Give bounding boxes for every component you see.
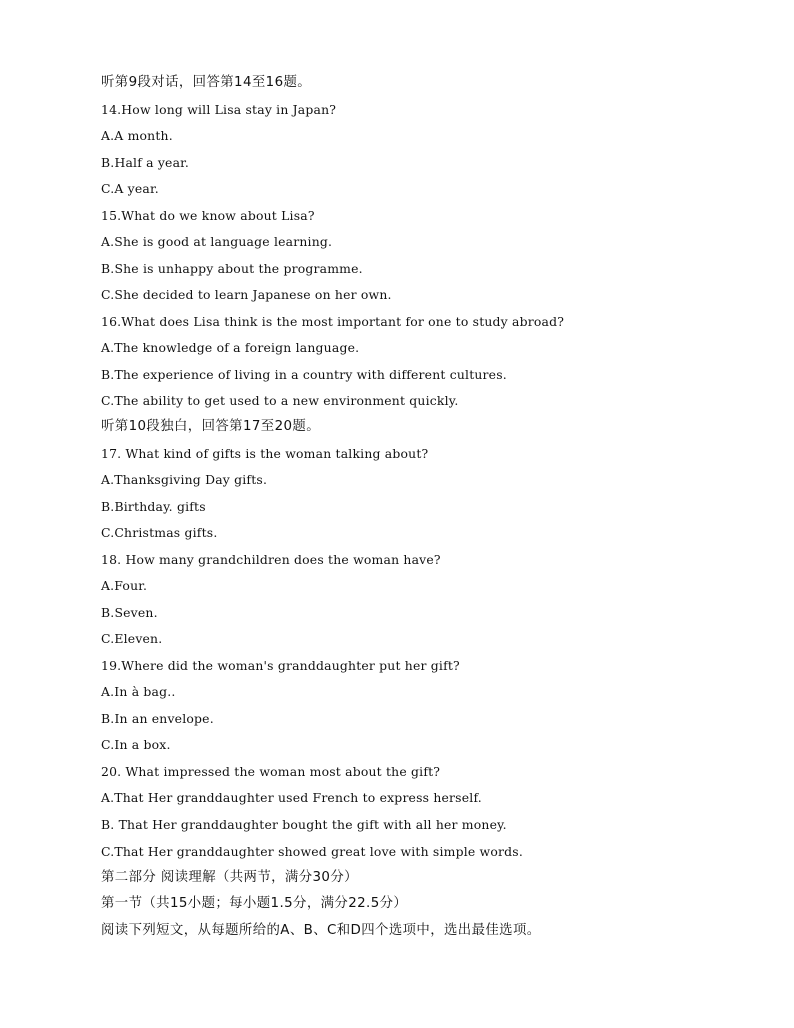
question-16: 16.What does Lisa think is the most important for one to study abroad? — [101, 314, 565, 329]
option-15c: C.She decided to learn Japanese on her own. — [101, 287, 392, 302]
option-17a: A.Thanksgiving Day gifts. — [101, 472, 268, 487]
question-17: 17. What kind of gifts is the woman talking about? — [101, 446, 429, 461]
part-two-heading: 第二部分 阅读理解（共两节，满分30分） — [101, 870, 358, 885]
section-one-heading: 第一节（共15小题；每小题1.5分，满分22.5分） — [101, 896, 408, 911]
question-14: 14.How long will Lisa stay in Japan? — [101, 102, 337, 117]
option-19a: A.In à bag.. — [101, 684, 176, 699]
option-19c: C.In a box. — [101, 737, 171, 752]
section-heading-monologue-10: 听第10段独白，回答第17至20题。 — [101, 419, 321, 434]
option-18c: C.Eleven. — [101, 631, 163, 646]
option-17b: B.Birthday. gifts — [101, 499, 206, 514]
reading-instructions: 阅读下列短文，从每题所给的A、B、C和D四个选项中，选出最佳选项。 — [101, 923, 541, 938]
option-20b: B. That Her granddaughter bought the gift with all her money. — [101, 817, 507, 832]
question-15: 15.What do we know about Lisa? — [101, 208, 315, 223]
question-19: 19.Where did the woman's granddaughter put her gift? — [101, 658, 460, 673]
question-18: 18. How many grandchildren does the woman have? — [101, 552, 441, 567]
option-18b: B.Seven. — [101, 605, 158, 620]
option-16c: C.The ability to get used to a new environment quickly. — [101, 393, 459, 408]
option-15a: A.She is good at language learning. — [101, 234, 333, 249]
option-14a: A.A month. — [101, 128, 173, 143]
option-14c: C.A year. — [101, 181, 159, 196]
option-17c: C.Christmas gifts. — [101, 525, 218, 540]
section-heading-dialogue-9: 听第9段对话，回答第14至16题。 — [101, 75, 312, 90]
option-19b: B.In an envelope. — [101, 711, 214, 726]
option-16a: A.The knowledge of a foreign language. — [101, 340, 360, 355]
option-18a: A.Four. — [101, 578, 148, 593]
option-15b: B.She is unhappy about the programme. — [101, 261, 363, 276]
option-16b: B.The experience of living in a country with different cultures. — [101, 367, 507, 382]
question-20: 20. What impressed the woman most about the gift? — [101, 764, 441, 779]
option-20a: A.That Her granddaughter used French to express herself. — [101, 790, 482, 805]
option-20c: C.That Her granddaughter showed great love with simple words. — [101, 844, 523, 859]
option-14b: B.Half a year. — [101, 155, 190, 170]
